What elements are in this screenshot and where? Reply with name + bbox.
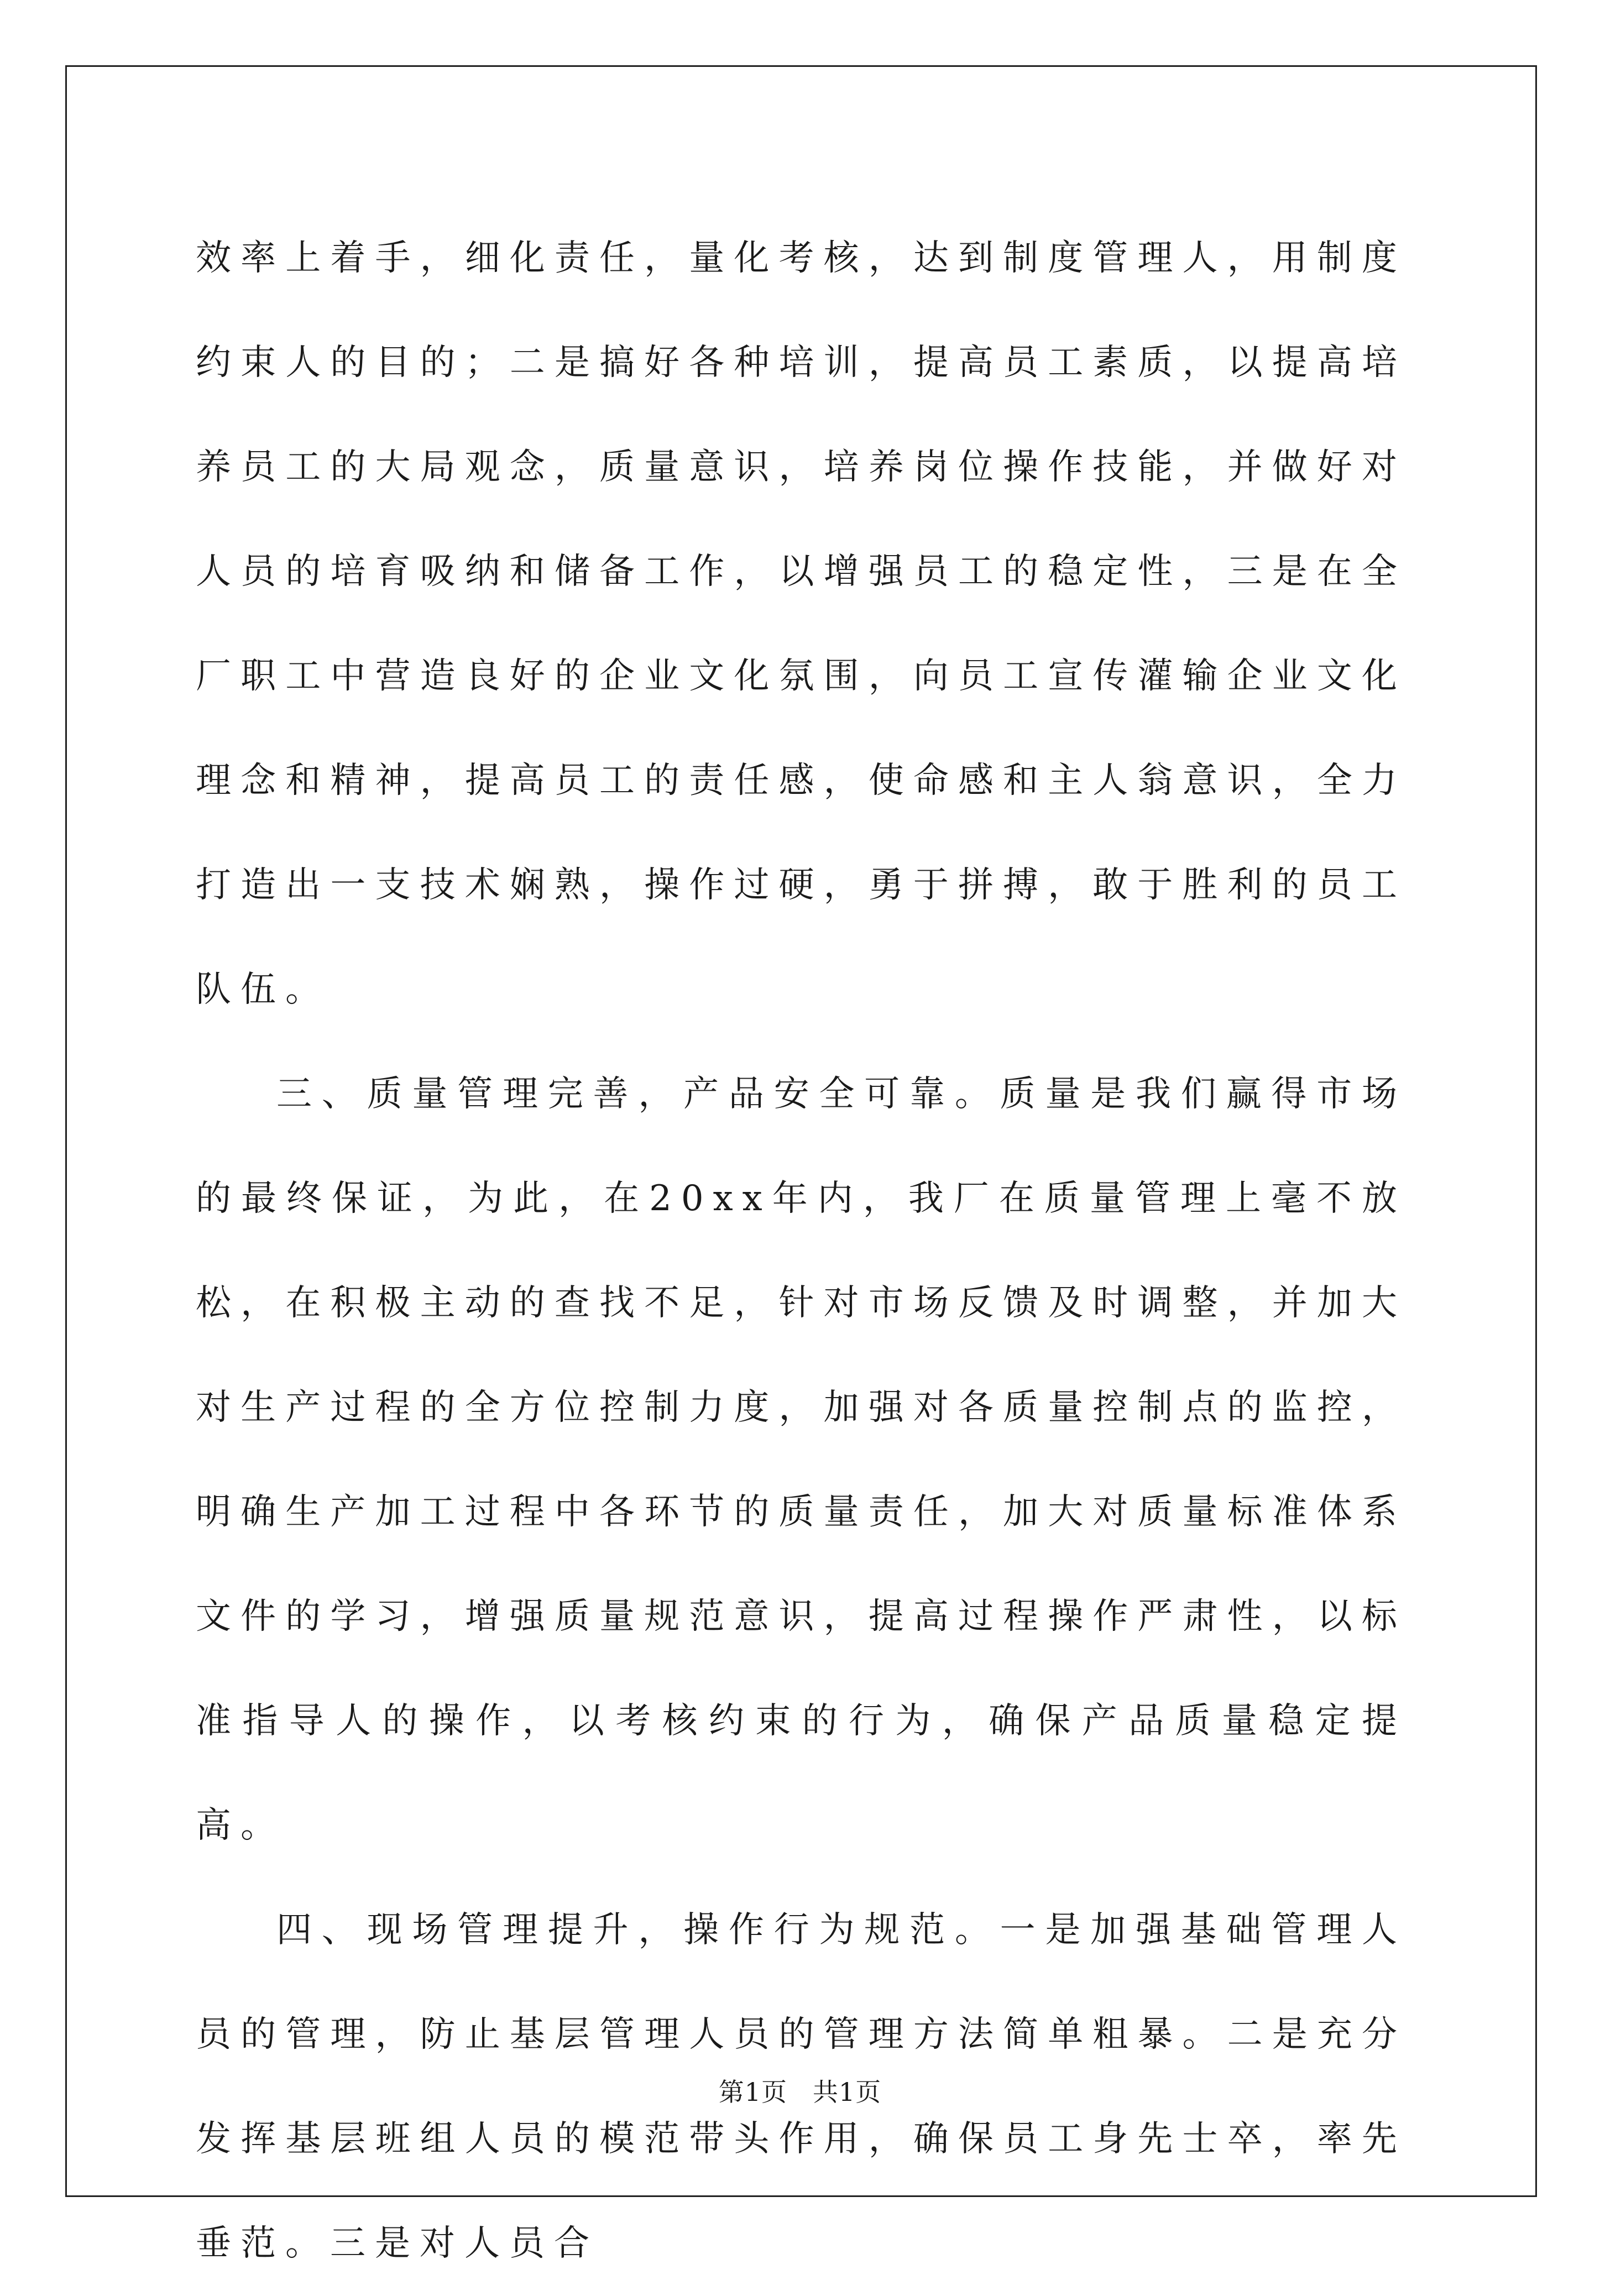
paragraph-continuation: 效率上着手，细化责任，量化考核，达到制度管理人，用制度约束人的目的；二是搞好各种培训，提高员工素质，以提高培养员工的大局观念，质量意识，培养岗位操作技能，并做好对人员的培育吸纳和储备工作，以增强员工的稳定性，三是在全厂职工中营造良好的企业文化氛围，向员工宣传灌输企业文化理念和精神，提高员工的责任感，使命感和主人翁意识，全力打造出一支技术娴熟，操作过硬，勇于拼搏，敢于胜利的员工队伍。: [196, 238, 1406, 1010]
page-number-current: 第1页: [718, 2077, 787, 2107]
page-footer: [0, 2075, 1600, 2109]
document-body: [196, 206, 1406, 2296]
paragraph-quality-management: 三、质量管理完善，产品安全可靠。质量是我们赢得市场的最终保证，为此，在20xx年内，我厂在质量管理上毫不放松，在积极主动的查找不足，针对市场反馈及时调整，并加大对生产过程的全方位控制力度，加强对各质量控制点的监控，明确生产加工过程中各环节的质量责任，加大对质量标准体系文件的学习，增强质量规范意识，提高过程操作严肃性，以标准指导人的操作，以考核约束的行为，确保产品质量稳定提高。: [196, 1074, 1406, 1846]
page-number-total: 共1页: [813, 2077, 882, 2107]
paragraph-site-management: 四、现场管理提升，操作行为规范。一是加强基础管理人员的管理，防止基层管理人员的管理方法简单粗暴。二是充分发挥基层班组人员的模范带头作用，确保员工身先士卒，率先垂范。三是对人员合: [196, 1910, 1406, 2264]
